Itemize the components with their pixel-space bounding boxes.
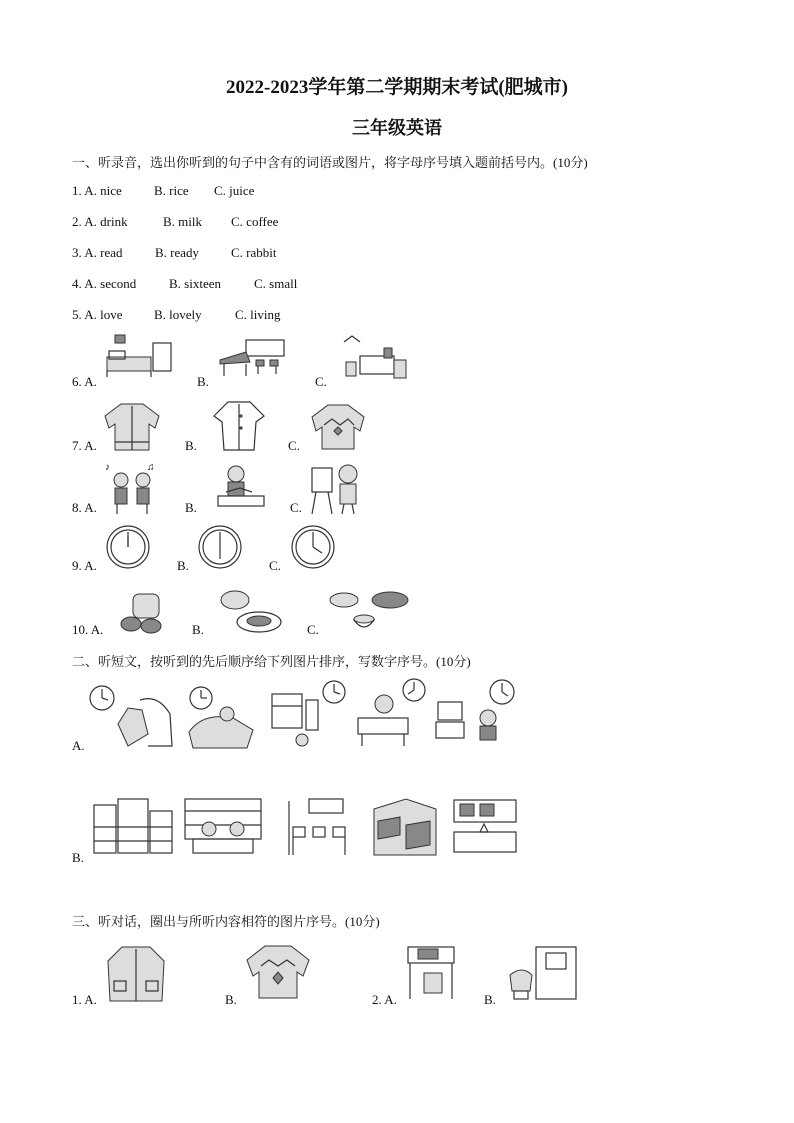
q3-option-a: 3. A. read [72, 245, 123, 260]
s3-q2-label-a: 2. A. [372, 992, 397, 1007]
q10-label-a: 10. A. [72, 622, 104, 637]
q1-option-a: 1. A. nice [72, 183, 122, 198]
q7-label-a: 7. A. [72, 438, 97, 453]
section1-heading: 一、听录音，选出你听到的句子中含有的词语或图片，将字母序号填入题前括号内。(10分) [72, 155, 588, 170]
q5-option-a: 5. A. love [72, 307, 123, 322]
bedroom-icon [103, 333, 175, 379]
play-scene-icon [266, 680, 350, 752]
breakfast-scene-icon [348, 678, 430, 750]
q3-option-b: B. ready [155, 245, 200, 260]
playground-icon [370, 795, 440, 859]
page-title: 2022-2023学年第二学期期末考试(肥城市) [226, 77, 568, 98]
q1-option-b: B. rice [154, 183, 189, 198]
q10-label-b: B. [192, 622, 204, 637]
desk-icon [404, 943, 458, 1003]
classroom-icon [285, 797, 359, 859]
jacket-icon [103, 400, 161, 452]
q6-label-b: B. [197, 374, 209, 389]
q8-label-c: C. [290, 500, 302, 515]
s3-q1-label-a: 1. A. [72, 992, 97, 1007]
bread-eggs-icon [115, 590, 167, 634]
wake-up-scene-icon [88, 684, 176, 752]
page-subtitle: 三年级英语 [352, 118, 442, 138]
q4-option-b: B. sixteen [169, 276, 221, 291]
clock-six-icon [197, 524, 243, 570]
q9-label-c: C. [269, 558, 281, 573]
svg-text:♪: ♪ [105, 462, 110, 473]
q8-label-b: B. [185, 500, 197, 515]
q2-option-c: C. coffee [231, 214, 279, 229]
q3-option-c: C. rabbit [231, 245, 277, 260]
section3-heading: 三、听对话，圈出与所听内容相符的图片序号。(10分) [72, 914, 380, 929]
patterned-sweater-icon [243, 942, 313, 1002]
painting-boy-icon [308, 460, 364, 516]
coat-icon [104, 943, 168, 1005]
lunch-dishes-icon [328, 586, 412, 636]
reading-boy-icon [210, 462, 268, 512]
q4-option-a: 4. A. second [72, 276, 137, 291]
bathroom-icon [502, 945, 578, 1001]
q9-label-a: 9. A. [72, 558, 97, 573]
q9-label-b: B. [177, 558, 189, 573]
q7-label-c: C. [288, 438, 300, 453]
section2-heading: 二、听短文，按听到的先后顺序给下列图片排序，写数字序号。(10分) [72, 654, 471, 669]
dinner-plate-icon [213, 588, 283, 634]
s3-q1-label-b: B. [225, 992, 237, 1007]
sleep-scene-icon [183, 686, 263, 752]
q5-option-c: C. living [235, 307, 281, 322]
clock-four-icon [290, 524, 336, 570]
library-scene-icon [183, 797, 263, 857]
shirt-icon [210, 398, 268, 454]
science-lab-icon [450, 796, 520, 856]
tv-scene-icon [432, 678, 522, 750]
s3-q2-label-b: B. [484, 992, 496, 1007]
q10-label-c: C. [307, 622, 319, 637]
row-a-label: A. [72, 738, 85, 753]
q5-option-b: B. lovely [154, 307, 202, 322]
music-room-icon [216, 338, 288, 378]
clock-twelve-icon [105, 524, 151, 570]
svg-text:♫: ♫ [147, 462, 155, 473]
q7-label-b: B. [185, 438, 197, 453]
q6-label-a: 6. A. [72, 374, 97, 389]
q1-option-c: C. juice [214, 183, 255, 198]
q8-label-a: 8. A. [72, 500, 97, 515]
q2-option-a: 2. A. drink [72, 214, 128, 229]
q4-option-c: C. small [254, 276, 298, 291]
row-b-label: B. [72, 850, 84, 865]
singing-kids-icon [103, 460, 163, 516]
q6-label-c: C. [315, 374, 327, 389]
sweater-icon [308, 401, 368, 451]
school-building-icon [90, 797, 176, 857]
q2-option-b: B. milk [163, 214, 203, 229]
study-room-icon [338, 334, 410, 382]
